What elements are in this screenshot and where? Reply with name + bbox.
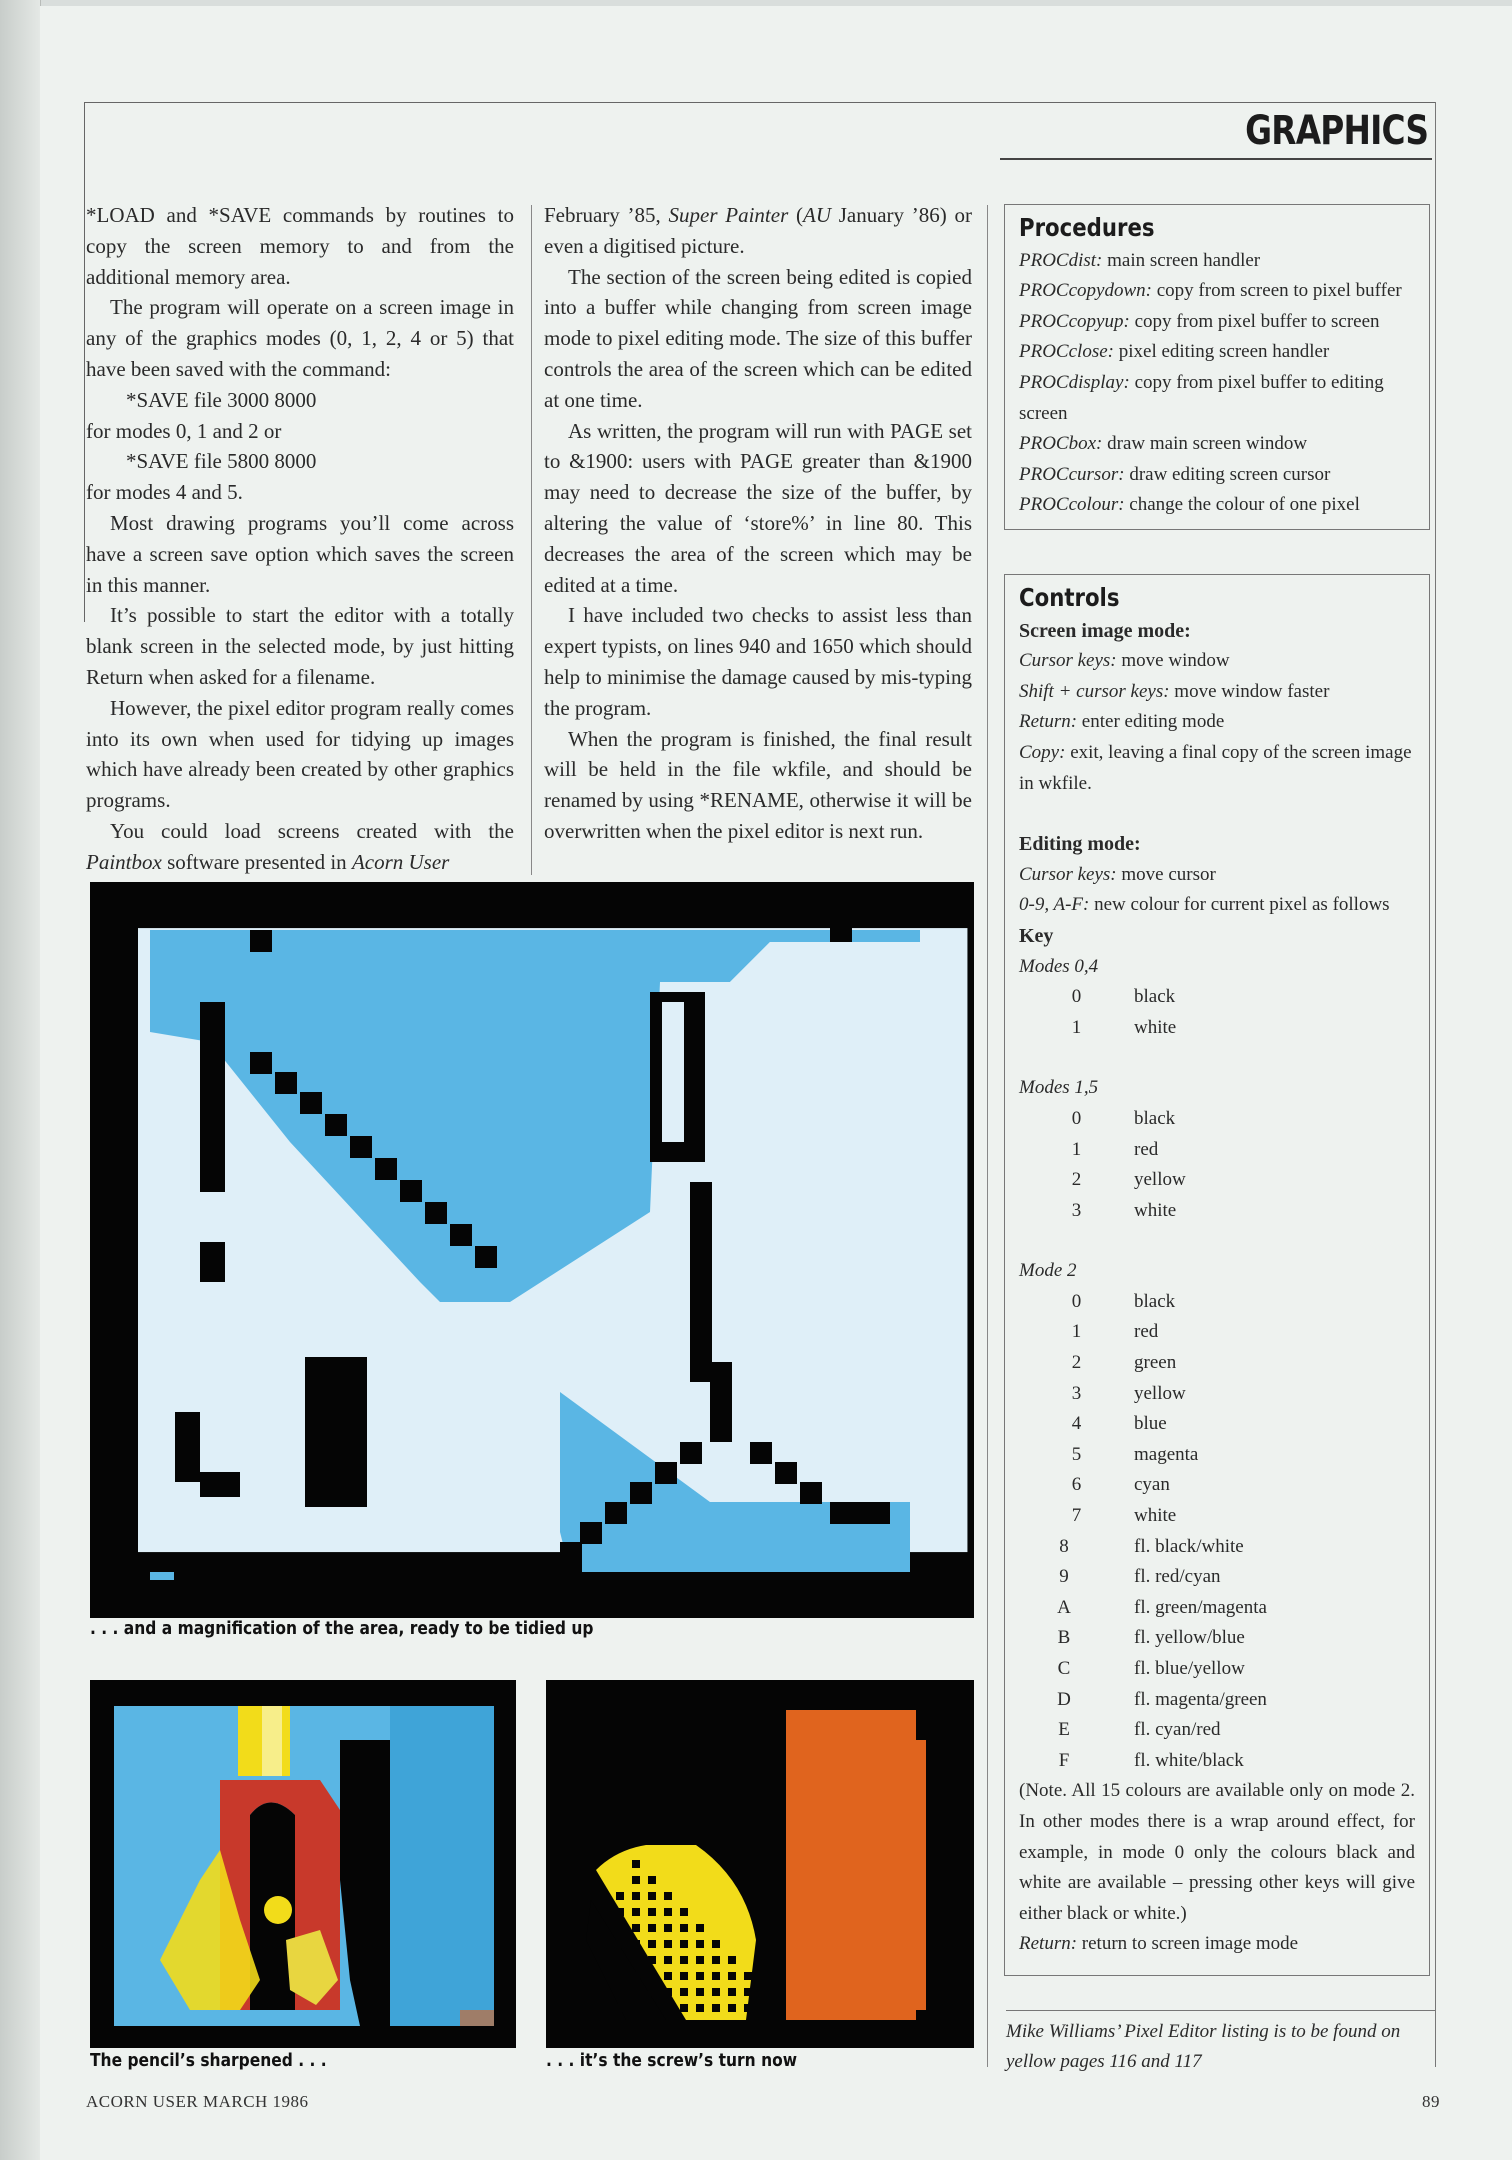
control-name: Return: xyxy=(1019,1933,1078,1955)
procedure-item xyxy=(1019,337,1415,368)
article-column-2 xyxy=(544,200,972,847)
key-colour: white xyxy=(1134,1199,1177,1221)
caption-screw: . . . it’s the screw’s turn now xyxy=(546,2050,798,2071)
article-paragraph: When the program is finished, the final result will be held in the file wkfile, and should be renamed by using *RENAME, otherwise it will be overwritten when the pixel editor is next run. xyxy=(544,726,972,843)
screen-mode-control xyxy=(1019,738,1415,799)
key-colour: fl. black/white xyxy=(1134,1535,1244,1557)
item-name: PROCcursor: xyxy=(1019,463,1125,485)
key-row xyxy=(1019,1165,1415,1196)
article-paragraph: The section of the screen being edited is copied into a buffer while changing from screen image mode to pixel editing mode. The size of this buffer controls the area of the screen which can be edited at one time. xyxy=(544,264,972,412)
item-desc: copy from screen to pixel buffer xyxy=(1151,280,1402,302)
caption-pencil: The pencil’s sharpened . . . xyxy=(90,2050,327,2071)
article-paragraph: February ’85, Super Painter (AU January ’86) or even a digitised picture. xyxy=(544,203,972,258)
section-title-rule xyxy=(1000,158,1432,160)
item-desc: copy from pixel buffer to editing screen xyxy=(1019,371,1384,424)
item-name: Shift + cursor keys: xyxy=(1019,680,1170,702)
key-row xyxy=(1019,1196,1415,1227)
key-colour: white xyxy=(1134,1016,1177,1038)
key-colour: green xyxy=(1134,1352,1177,1374)
editing-mode-heading: Editing mode: xyxy=(1019,833,1141,856)
item-name: PROCdist: xyxy=(1019,249,1103,271)
key-colour: black xyxy=(1134,1107,1176,1129)
article-paragraph: *SAVE file 5800 8000 xyxy=(126,449,317,474)
colour-note: (Note. All 15 colours are available only on mode 2. In other modes there is a wrap around effect, for example, in mode 0 only the colours black and white are available – pressing other keys will give either black or white.) xyxy=(1019,1780,1415,1924)
key-row xyxy=(1019,1287,1415,1318)
key-row xyxy=(1019,1470,1415,1501)
key-colour: white xyxy=(1134,1505,1177,1527)
key-code: 8 xyxy=(1059,1535,1069,1557)
editing-mode-control xyxy=(1019,860,1415,891)
controls-title: Controls xyxy=(1019,583,1120,612)
footer-page-number: 89 xyxy=(1422,2092,1440,2111)
procedure-item xyxy=(1019,490,1415,521)
key-row xyxy=(1019,1623,1415,1654)
article-paragraph: for modes 4 and 5. xyxy=(86,480,243,505)
key-colour: fl. red/cyan xyxy=(1134,1566,1221,1588)
key-code: E xyxy=(1058,1719,1070,1741)
key-row xyxy=(1019,1440,1415,1471)
control-desc: return to screen image mode xyxy=(1077,1933,1299,1955)
editing-mode-list xyxy=(1019,860,1415,921)
key-colour: yellow xyxy=(1134,1169,1186,1191)
key-code: 1 xyxy=(1071,1138,1082,1160)
key-row xyxy=(1019,1104,1415,1135)
column-separator xyxy=(531,205,532,875)
item-desc: main screen handler xyxy=(1102,249,1261,271)
key-colour: fl. magenta/green xyxy=(1134,1688,1267,1710)
screen-mode-control xyxy=(1019,646,1415,677)
key-row xyxy=(1019,1135,1415,1166)
key-code: C xyxy=(1057,1658,1071,1679)
key-code: 2 xyxy=(1071,1352,1082,1374)
key-code: 3 xyxy=(1071,1199,1082,1221)
key-code: 1 xyxy=(1071,1016,1082,1038)
key-colour: fl. green/magenta xyxy=(1134,1596,1267,1618)
key-colour: fl. blue/yellow xyxy=(1134,1658,1245,1679)
key-code: 2 xyxy=(1071,1169,1082,1191)
pencil-screen-image xyxy=(90,1680,516,2048)
key-code: 3 xyxy=(1071,1382,1082,1404)
key-code: B xyxy=(1057,1627,1071,1649)
key-colour: red xyxy=(1134,1321,1159,1343)
previous-page-edge xyxy=(0,0,41,2160)
article-paragraph: for modes 0, 1 and 2 or xyxy=(86,418,282,443)
magnified-screen-photo xyxy=(90,882,974,1618)
key-colour: magenta xyxy=(1134,1443,1199,1465)
item-desc: draw main screen window xyxy=(1102,433,1308,455)
mode-group-label: Modes 0,4 xyxy=(1019,955,1099,977)
key-code: 0 xyxy=(1071,1107,1082,1129)
listing-credit: Mike Williams’ Pixel Editor listing is to be found on yellow pages 116 and 117 xyxy=(1006,2010,1436,2077)
key-row xyxy=(1019,1562,1415,1593)
caption-large-photo: . . . and a magnification of the area, ready to be tidied up xyxy=(90,1618,594,1639)
key-colour: fl. cyan/red xyxy=(1134,1719,1221,1741)
item-name: Copy: xyxy=(1019,741,1066,763)
item-name: Cursor keys: xyxy=(1019,650,1117,672)
article-paragraph: *SAVE file 3000 8000 xyxy=(126,387,317,412)
key-code: 1 xyxy=(1071,1321,1082,1343)
key-code: 0 xyxy=(1071,986,1082,1008)
screen-mode-control xyxy=(1019,707,1415,738)
key-row xyxy=(1019,1348,1415,1379)
procedures-list xyxy=(1019,246,1415,521)
key-colour: cyan xyxy=(1134,1474,1170,1496)
column-separator xyxy=(987,205,988,2067)
screen-mode-list xyxy=(1019,646,1415,799)
item-name: Return: xyxy=(1019,711,1078,733)
item-desc: new colour for current pixel as follows xyxy=(1089,894,1390,916)
key-row xyxy=(1019,1746,1415,1777)
article-paragraph: You could load screens created with the Paintbox software presented in Acorn User xyxy=(86,818,514,874)
key-row xyxy=(1019,982,1415,1013)
key-code: 5 xyxy=(1071,1443,1082,1465)
key-row xyxy=(1019,1501,1415,1532)
article-paragraph: It’s possible to start the editor with a totally blank screen in the selected mode, by just hitting Return when asked for a filename. xyxy=(86,603,514,689)
key-row xyxy=(1019,1409,1415,1440)
screen-mode-heading: Screen image mode: xyxy=(1019,619,1191,642)
item-desc: change the colour of one pixel xyxy=(1124,494,1360,516)
screw-screen-photo xyxy=(546,1680,974,2048)
mode-group-label: Modes 1,5 xyxy=(1019,1077,1099,1099)
editing-mode-control xyxy=(1019,890,1415,921)
frame-rule-top xyxy=(84,102,1436,103)
procedure-item xyxy=(1019,368,1415,429)
item-desc: move window faster xyxy=(1169,680,1330,702)
key-row xyxy=(1019,1715,1415,1746)
key-row xyxy=(1019,1593,1415,1624)
key-row xyxy=(1019,1379,1415,1410)
key-colour: blue xyxy=(1134,1413,1167,1435)
procedures-title: Procedures xyxy=(1019,213,1155,242)
key-row xyxy=(1019,1685,1415,1716)
procedure-item xyxy=(1019,429,1415,460)
procedure-item xyxy=(1019,276,1415,307)
item-name: 0-9, A-F: xyxy=(1019,894,1090,916)
frame-rule-left xyxy=(84,102,85,622)
magnified-screen-image xyxy=(90,882,974,1618)
key-code: 7 xyxy=(1071,1505,1082,1527)
key-colour: fl. yellow/blue xyxy=(1134,1627,1245,1649)
item-desc: pixel editing screen handler xyxy=(1113,341,1330,363)
key-code: 9 xyxy=(1059,1566,1069,1588)
article-paragraph: Most drawing programs you’ll come across have a screen save option which saves the screen in this manner. xyxy=(86,510,514,597)
item-desc: draw editing screen cursor xyxy=(1124,463,1331,485)
article-paragraph: However, the pixel editor program really comes into its own when used for tidying up images which have already been created by other graphics programs. xyxy=(86,695,514,813)
item-name: PROCcopyup: xyxy=(1019,310,1130,332)
screw-screen-image xyxy=(546,1680,974,2048)
key-colour: black xyxy=(1134,1290,1176,1312)
item-name: PROCcolour: xyxy=(1019,494,1125,516)
key-row xyxy=(1019,1532,1415,1563)
article-paragraph: I have included two checks to assist less than expert typists, on lines 940 and 1650 which should help to minimise the damage caused by mis-typing the program. xyxy=(544,603,972,720)
key-heading: Key xyxy=(1019,924,1054,947)
procedure-item xyxy=(1019,307,1415,338)
key-code: D xyxy=(1057,1688,1071,1710)
item-desc: exit, leaving a final copy of the screen image in wkfile. xyxy=(1019,741,1412,794)
article-column-1 xyxy=(86,200,514,878)
controls-box xyxy=(1004,574,1430,1976)
key-code: 4 xyxy=(1071,1413,1082,1435)
item-name: Cursor keys: xyxy=(1019,863,1117,885)
item-desc: enter editing mode xyxy=(1077,711,1225,733)
screen-mode-control xyxy=(1019,677,1415,708)
section-title: GRAPHICS xyxy=(1244,108,1428,154)
key-code: 0 xyxy=(1071,1290,1082,1312)
item-name: PROCclose: xyxy=(1019,341,1114,363)
key-code: F xyxy=(1058,1749,1070,1771)
pencil-screen-photo xyxy=(90,1680,516,2048)
item-desc: move window xyxy=(1116,650,1230,672)
item-name: PROCdisplay: xyxy=(1019,371,1130,393)
procedure-item xyxy=(1019,246,1415,277)
article-paragraph: The program will operate on a screen image in any of the graphics modes (0, 1, 2, 4 or 5) that have been saved with the command: xyxy=(86,295,514,381)
return-control-item xyxy=(1019,1929,1415,1960)
article-paragraph: *LOAD and *SAVE commands by routines to copy the screen memory to and from the additional memory area. xyxy=(86,203,514,289)
frame-rule-right xyxy=(1435,102,1436,2067)
item-desc: move cursor xyxy=(1116,863,1216,885)
key-colour: yellow xyxy=(1134,1382,1186,1404)
article-paragraph: As written, the program will run with PAGE set to &1900: users with PAGE greater than &1900 may need to decrease the size of the buffer, by altering the value of ‘store%’ in line 80. This decreases the area of the screen which may be edited at a time. xyxy=(544,418,972,597)
key-row xyxy=(1019,1317,1415,1348)
key-code: 6 xyxy=(1071,1474,1082,1496)
key-code: A xyxy=(1057,1596,1071,1618)
mode-group-label: Mode 2 xyxy=(1019,1260,1077,1282)
footer-magazine-issue: ACORN USER MARCH 1986 xyxy=(86,2092,309,2111)
procedure-item xyxy=(1019,460,1415,491)
procedures-box xyxy=(1004,204,1430,530)
item-desc: copy from pixel buffer to screen xyxy=(1129,310,1380,332)
colour-key-table xyxy=(1019,952,1415,1777)
key-row xyxy=(1019,1013,1415,1044)
key-row xyxy=(1019,1654,1415,1685)
key-colour: red xyxy=(1134,1138,1159,1160)
key-colour: black xyxy=(1134,986,1176,1008)
key-colour: fl. white/black xyxy=(1134,1749,1244,1771)
item-name: PROCbox: xyxy=(1019,433,1103,455)
item-name: PROCcopydown: xyxy=(1019,280,1152,302)
